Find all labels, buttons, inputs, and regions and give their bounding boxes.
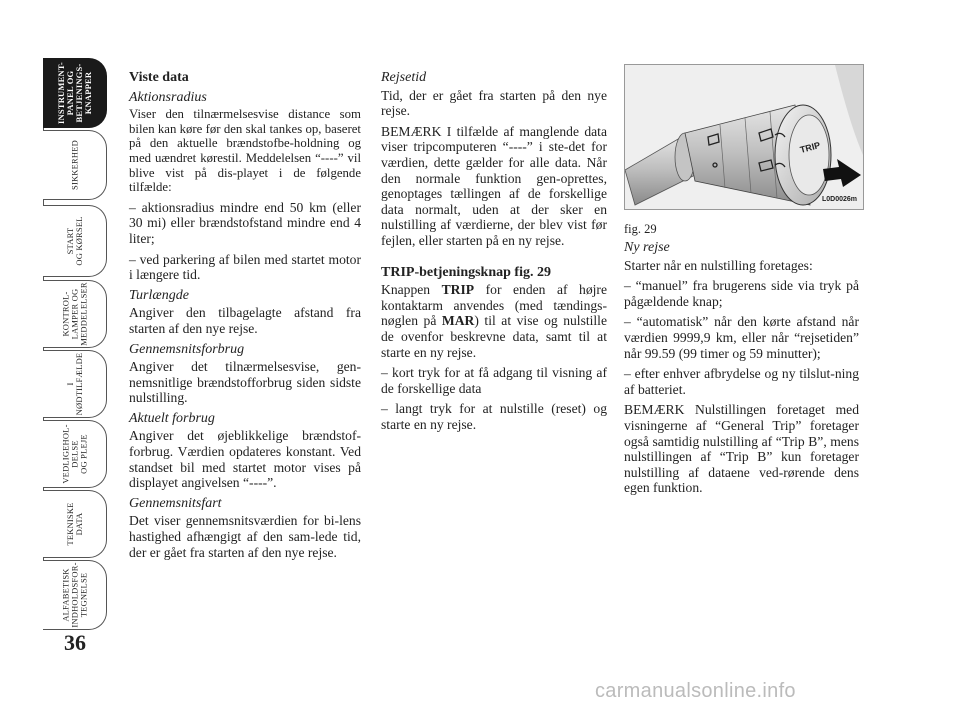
tab-label-line: START bbox=[64, 227, 75, 255]
tab-label-line: KNAPPER bbox=[82, 71, 93, 115]
tab-start-og-korsel-label bbox=[66, 216, 84, 265]
trip-text-bold: TRIP bbox=[441, 282, 475, 298]
column-3 bbox=[624, 218, 859, 501]
tab-label-line: OG PLEJE bbox=[78, 434, 88, 474]
tab-label-line: KONTROL- bbox=[60, 291, 70, 337]
subheading-rejsetid: Rejsetid bbox=[381, 70, 427, 85]
tab-tekniske-data[interactable] bbox=[43, 490, 107, 558]
subheading-ny-rejse: Ny rejse bbox=[624, 240, 670, 255]
trip-text-mar: MAR bbox=[441, 313, 475, 329]
tab-alfabetisk-indhold[interactable] bbox=[43, 560, 107, 630]
paragraph-aktuelt-forbrug: Angiver det øjeblikkelige brændstof-forbrug. Værdien opdateres konstant. Ved standset bil med startet motor vises på displayet angivelsen “----”. bbox=[129, 428, 361, 491]
tab-i-nodtilfaelde-label bbox=[66, 353, 84, 416]
tab-label-line: DATA bbox=[73, 512, 84, 536]
tab-label-line: INDHOLDSFOR- bbox=[69, 562, 79, 628]
tab-label-line: MEDDELELSER bbox=[78, 282, 88, 346]
tab-vedligeholdelse-label bbox=[61, 424, 88, 483]
tab-label-line: DELSE bbox=[69, 440, 79, 468]
bullet-langt-tryk: – langt tryk for at nulstille (reset) og starte en ny rejse. bbox=[381, 401, 607, 432]
tab-label-line: PANEL OG bbox=[64, 70, 75, 116]
tab-alfabetisk-indhold-label bbox=[61, 562, 88, 627]
paragraph-bemaerk-nulstilling: BEMÆRK Nulstillingen foretaget med visningerne af “General Trip” foretager også samtidig nulstilling af “Trip B”, mens nulstillingen af “Trip B” kun foretager nulstilling af dataene ved-rørende dens egen funktion. bbox=[624, 402, 859, 496]
paragraph-rejsetid: Tid, der er gået fra starten på den nye rejse. bbox=[381, 87, 607, 119]
tab-label-line: TEGNELSE bbox=[78, 572, 88, 618]
bullet-automatisk: – “automatisk” når den kørte afstand når værdien 9999,9 km, eller når “rejsetiden” når 99.59 (99 timer og 59 minutter); bbox=[624, 314, 859, 361]
section-heading-trip-knap: TRIP-betjeningsknap fig. 29 bbox=[381, 264, 551, 280]
figure-trip-stalk bbox=[624, 64, 864, 210]
figure-caption: fig. 29 bbox=[624, 222, 657, 236]
tab-kontrollamper-label bbox=[61, 282, 88, 346]
trip-button-label: TRIP bbox=[798, 139, 822, 155]
tab-label-line: OG KØRSEL bbox=[73, 216, 84, 266]
tab-i-nodtilfaelde[interactable] bbox=[43, 350, 107, 418]
tab-label-line: ALFABETISK bbox=[60, 568, 70, 622]
subheading-aktuelt-forbrug: Aktuelt forbrug bbox=[129, 410, 215, 426]
bullet-manuel: – “manuel” fra brugerens side via tryk på pågældende knap; bbox=[624, 278, 859, 309]
tab-instrumentpanel-label bbox=[57, 62, 93, 124]
tab-label-line: I bbox=[64, 382, 75, 386]
paragraph-gennemsnitsforbrug: Angiver det tilnærmelsesvise, gen-nemsnitlige brændstofforbrug siden sidste nulstilling. bbox=[129, 359, 361, 406]
tab-kontrollamper[interactable] bbox=[43, 280, 107, 348]
figure-code: L0D0026m bbox=[822, 196, 858, 203]
paragraph-aktionsradius: Viser den tilnærmelsesvise distance som bilen kan køre før den skal tankes op, baseret på den aktuelle brændstofbe-holdning og med uændret kørestil. Meddelelsen “----” vil blive vist på dis-playet i de følgende tilfælde: bbox=[129, 107, 361, 195]
bullet-aktionsradius-1: – aktionsradius mindre end 50 km (eller 30 mi) eller brændstofstand mindre end 4 liter; bbox=[129, 199, 361, 246]
paragraph-bemaerk-manglende-data: BEMÆRK I tilfælde af manglende data viser tripcomputeren “----” i ste-det for værdien, dette gælder for alle data. Når den normale funktion gen-oprettes, genoptages tællingen af de forskellige data normalt, uden at der sker en nulstilling af værdierne, der blev vist før fejlen, eller starten på en ny rejse. bbox=[381, 123, 607, 248]
tab-label-line: BETJENINGS- bbox=[73, 63, 84, 123]
tab-sikkerhed[interactable] bbox=[43, 130, 107, 200]
subheading-aktionsradius: Aktionsradius bbox=[129, 89, 207, 105]
tab-label-line: INSTRUMENT- bbox=[55, 62, 66, 124]
subheading-gennemsnitsforbrug: Gennemsnitsforbrug bbox=[129, 341, 245, 357]
trip-text-b: for enden af højre kontaktarm anvendes (med tændings-nøglen på bbox=[381, 282, 607, 329]
bullet-aktionsradius-2: – ved parkering af bilen med startet motor i længere tid. bbox=[129, 251, 361, 283]
subheading-turlaengde: Turlængde bbox=[129, 287, 189, 303]
tab-vedligeholdelse[interactable] bbox=[43, 420, 107, 488]
paragraph-ny-rejse: Starter når en nulstilling foretages: bbox=[624, 257, 813, 273]
paragraph-turlaengde: Angiver den tilbagelagte afstand fra starten af den nye rejse. bbox=[129, 305, 361, 336]
paragraph-gennemsnitsfart: Det viser gennemsnitsværdien for bi-lens hastighed afhængigt af den sam-lede tid, der er gået fra starten af den nye rejse. bbox=[129, 513, 361, 560]
stalk-illustration bbox=[625, 65, 863, 209]
tab-label-line: LAMPER OG bbox=[69, 288, 79, 340]
page-number: 36 bbox=[64, 630, 86, 655]
trip-text-c: ) til at vise og nulstille de ovenfor beskrevne data, samt til at starte en ny rejse. bbox=[381, 313, 607, 360]
trip-text-a: Knappen bbox=[381, 282, 442, 298]
tab-label-line: SIKKERHED bbox=[69, 140, 79, 190]
bullet-kort-tryk: – kort tryk for at få adgang til visning af de forskellige data bbox=[381, 365, 607, 396]
subheading-gennemsnitsfart: Gennemsnitsfart bbox=[129, 495, 222, 511]
tab-label-line: TEKNISKE bbox=[64, 502, 75, 546]
tab-start-og-korsel[interactable] bbox=[43, 205, 107, 277]
tab-label-line: VEDLIGEHOL- bbox=[60, 424, 70, 484]
tab-tekniske-data-label bbox=[66, 502, 84, 545]
tab-label-line: NØDTILFÆLDE bbox=[73, 352, 84, 416]
bullet-batteri: – efter enhver afbrydelse og ny tilslut-ning af batteriet. bbox=[624, 366, 859, 397]
section-heading-viste-data: Viste data bbox=[129, 70, 189, 85]
column-2 bbox=[381, 70, 607, 437]
paragraph-trip-knap bbox=[381, 282, 607, 360]
watermark: carmanualsonline.info bbox=[595, 680, 796, 702]
column-1 bbox=[129, 70, 361, 565]
tab-sikkerhed-label bbox=[70, 140, 79, 190]
tab-instrumentpanel[interactable] bbox=[43, 58, 107, 128]
